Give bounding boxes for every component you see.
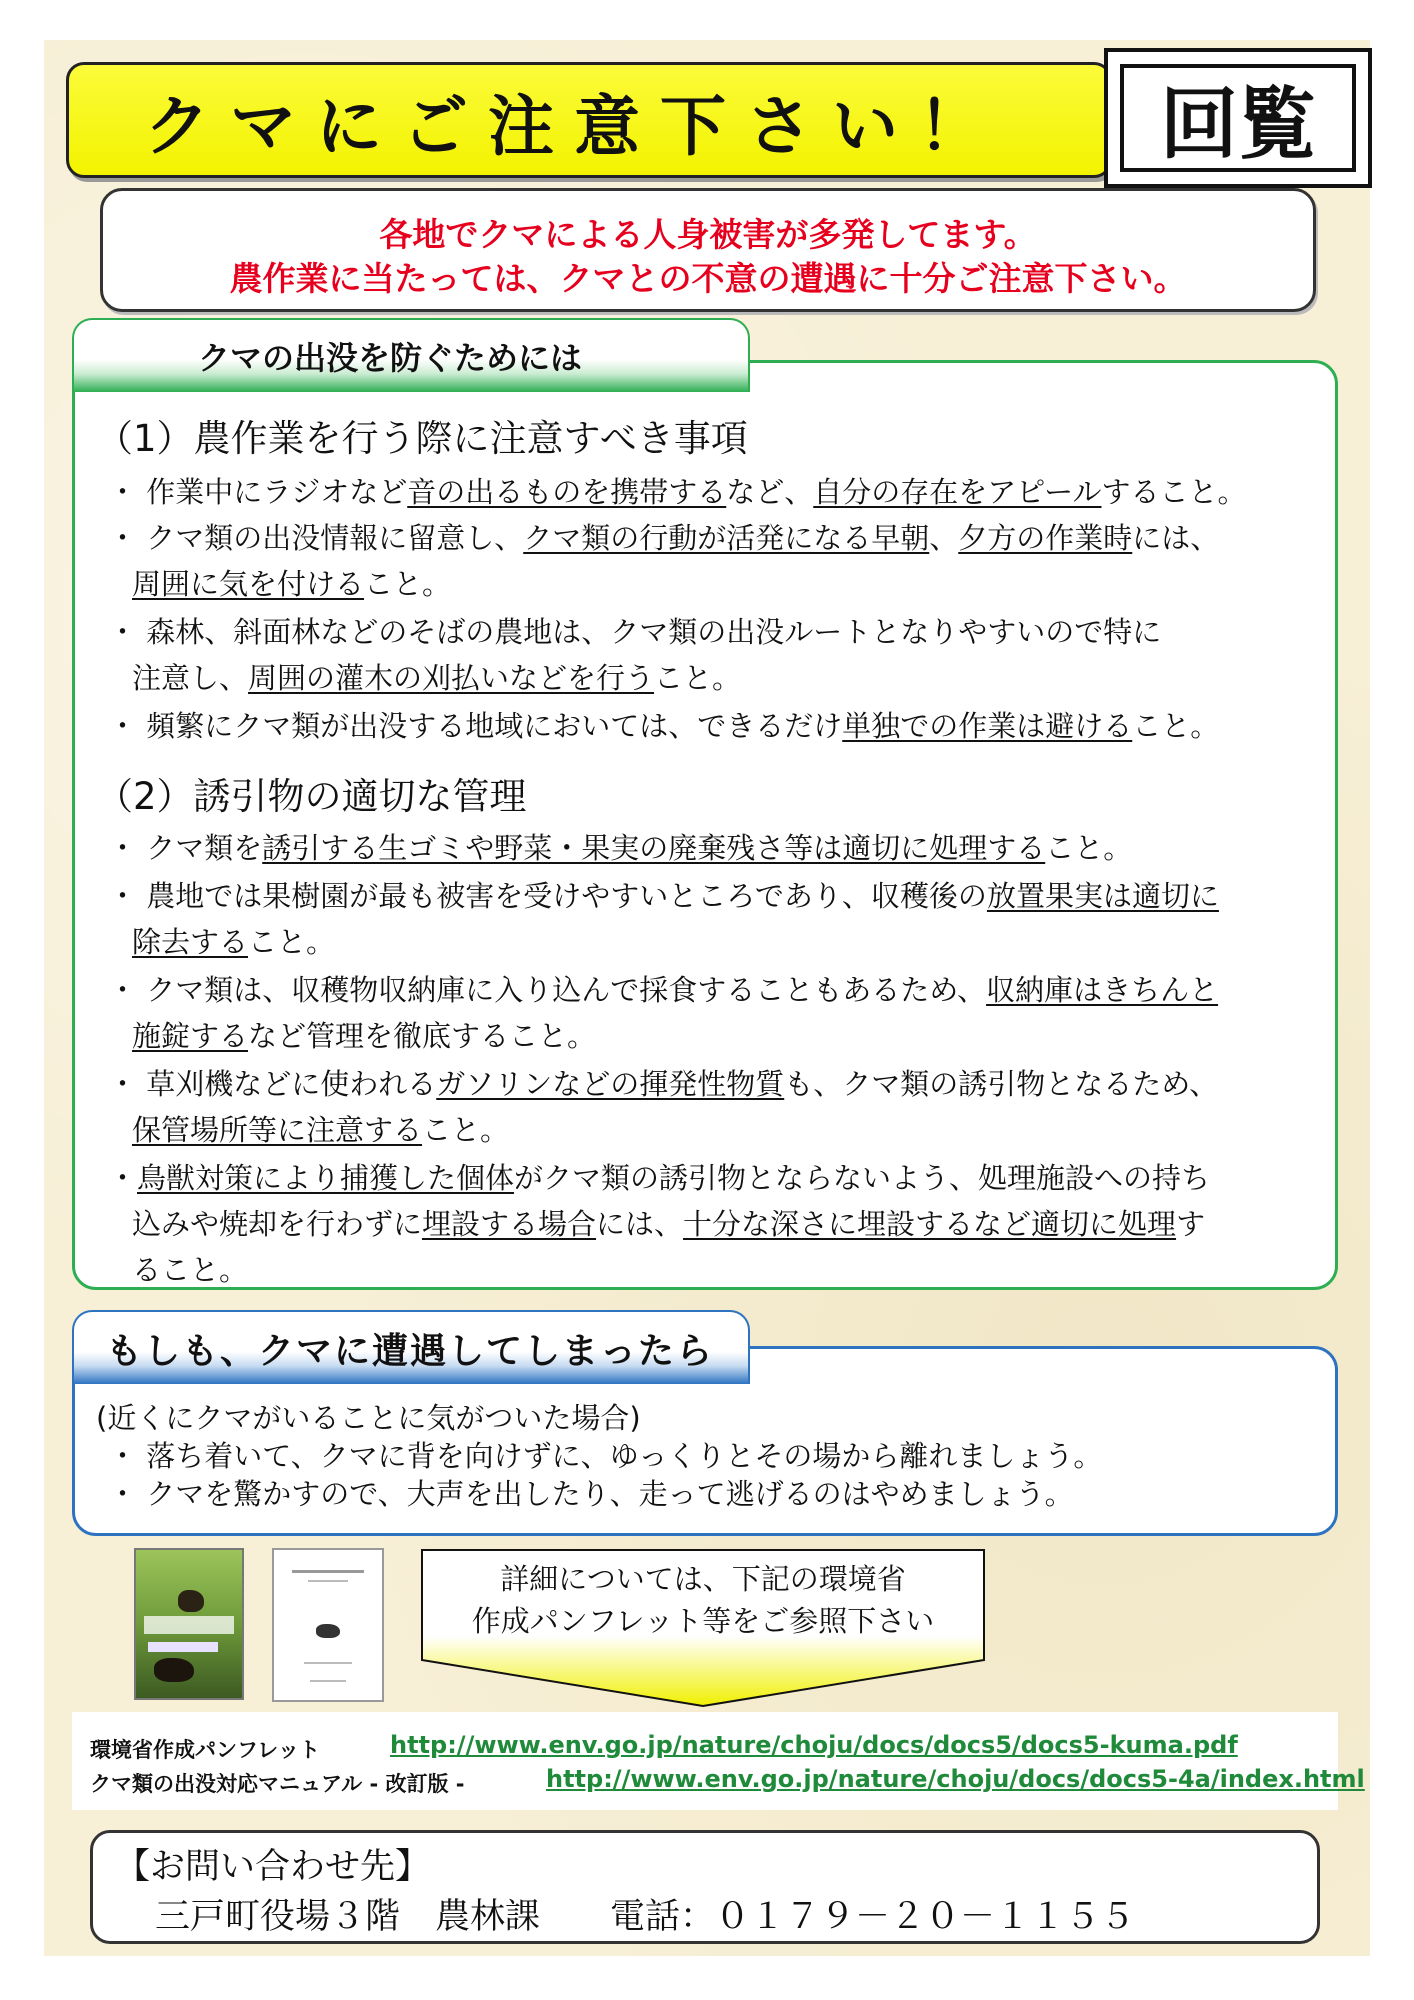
prevention-section-tab: クマの出没を防ぐためには [72,318,750,392]
contact-details: 三戸町役場３階 農林課 電話：０１７９－２０－１１５５ [155,1897,1136,1937]
encounter-item-2: ・ クマを驚かすので、大声を出したり、走って逃げるのはやめましょう。 [108,1477,1074,1511]
circulation-stamp [1104,48,1372,188]
attractant-item-5-end: ること。 [132,1253,249,1287]
attractant-item-2: ・ 農地では果樹園が最も被害を受けやすいところであり、収穫後の放置果実は適切に [108,879,1219,913]
pamphlet-link[interactable]: http://www.env.go.jp/nature/choju/docs/docs5/docs5-kuma.pdf [390,1731,1238,1759]
pamphlet-cover-image [134,1548,244,1700]
farm-work-heading: （1）農作業を行う際に注意すべき事項 [96,417,748,460]
pamphlet-link-row [90,1731,1238,1764]
manual-cover-image [272,1548,384,1702]
pamphlet-link-label: 環境省作成パンフレット [90,1738,320,1762]
reference-arrow [420,1548,986,1708]
reference-arrow-text: 詳細については、下記の環境省 作成パンフレット等をご参照下さい [471,1562,935,1638]
attractant-heading: （2）誘引物の適切な管理 [96,775,527,818]
manual-link[interactable]: http://www.env.go.jp/nature/choju/docs/docs5-4a/index.html [546,1765,1365,1793]
attractant-item-4: ・ 草刈機などに使われるガソリンなどの揮発性物質も、クマ類の誘引物となるため、 [108,1067,1219,1101]
attractant-item-2-cont: 除去すること。 [132,925,336,959]
farm-work-item-4: ・ 頻繁にクマ類が出没する地域においては、できるだけ単独での作業は避けること。 [108,709,1220,743]
attractant-item-5: ・鳥獣対策により捕獲した個体がクマ類の誘引物とならないよう、処理施設への持ち [108,1161,1211,1195]
encounter-condition: (近くにクマがいることに気がついた場合) [96,1401,641,1435]
reference-links [72,1712,1365,1810]
attractant-item-5-cont: 込みや焼却を行わずに埋設する場合には、十分な深さに埋設するなど適切に処理す [132,1207,1206,1241]
encounter-section-tab: もしも、クマに遭遇してしまったら [72,1310,750,1384]
attractant-item-4-cont: 保管場所等に注意すること。 [132,1113,510,1147]
warning-line-1: 各地でクマによる人身被害が多発してます。 [379,215,1037,254]
manual-link-row [90,1765,1365,1798]
contact-box [90,1830,1320,1944]
farm-work-item-3: ・ 森林、斜面林などのそばの農地は、クマ類の出没ルートとなりやすいので特に [108,615,1162,649]
encounter-item-1: ・ 落ち着いて、クマに背を向けずに、ゆっくりとその場から離れましょう。 [108,1439,1103,1473]
title-banner [66,62,1112,178]
warning-box [100,188,1316,312]
farm-work-item-2-cont: 周囲に気を付けること。 [132,567,452,601]
manual-link-label: クマ類の出没対応マニュアル - 改訂版 - [90,1772,465,1796]
farm-work-item-2: ・ クマ類の出没情報に留意し、クマ類の行動が活発になる早朝、夕方の作業時には、 [108,521,1220,555]
circulation-label: 回覧 [1120,64,1356,172]
attractant-item-3: ・ クマ類は、収穫物収納庫に入り込んで採食することもあるため、収納庫はきちんと [108,973,1219,1007]
contact-title: 【お問い合わせ先】 [115,1847,431,1887]
farm-work-item-1: ・ 作業中にラジオなど音の出るものを携帯するなど、自分の存在をアピールすること。 [108,475,1247,509]
attractant-item-3-cont: 施錠するなど管理を徹底すること。 [132,1019,597,1053]
page-title: クマにご注意下さい！ [144,87,1004,165]
warning-line-2: 農作業に当たっては、クマとの不意の遭遇に十分ご注意下さい。 [229,259,1187,298]
attractant-item-1: ・ クマ類を誘引する生ゴミや野菜・果実の廃棄残さ等は適切に処理すること。 [108,831,1133,865]
farm-work-item-3-cont: 注意し、周囲の灌木の刈払いなどを行うこと。 [132,661,742,695]
